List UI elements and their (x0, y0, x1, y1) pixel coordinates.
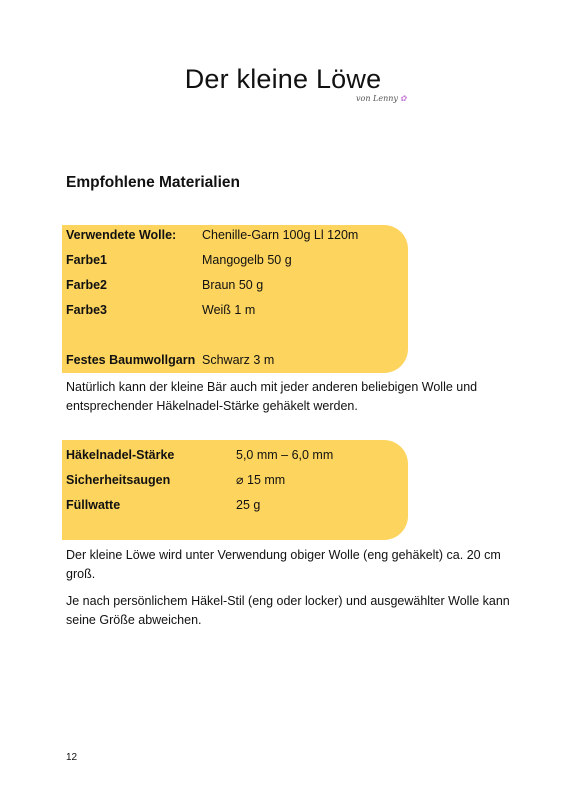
tool-label: Füllwatte (66, 498, 121, 512)
material-label: Festes Baumwollgarn (66, 353, 196, 367)
material-label: Farbe1 (66, 253, 107, 267)
paragraph-size: Der kleine Löwe wird unter Verwendung obiger Wolle (eng gehäkelt) ca. 20 cm groß. (66, 548, 501, 581)
material-value: Mangogelb 50 g (202, 253, 292, 267)
material-label: Verwendete Wolle: (66, 228, 177, 242)
author-byline (356, 94, 407, 103)
page-title: Der kleine Löwe (184, 64, 382, 94)
section-heading: Empfohlene Materialien (66, 174, 240, 191)
tool-value: 25 g (236, 498, 261, 512)
flower-icon: ✿ (399, 94, 407, 103)
tool-label: Häkelnadel-Stärke (66, 448, 175, 462)
tool-value: ⌀ 15 mm (236, 473, 286, 487)
material-value: Schwarz 3 m (202, 353, 275, 367)
material-value: Chenille-Garn 100g Ll 120m (202, 228, 359, 242)
material-label: Farbe3 (66, 303, 107, 317)
material-label: Farbe2 (66, 278, 107, 292)
material-value: Braun 50 g (202, 278, 264, 292)
paragraph-note-yarn: Natürlich kann der kleine Bär auch mit jeder anderen beliebigen Wolle und entsprechender Häkelnadel-Stärke gehäkelt werden. (66, 380, 478, 413)
byline-text: von Lenny (356, 94, 398, 103)
page-number: 12 (66, 752, 78, 763)
material-value: Weiß 1 m (202, 303, 256, 317)
paragraph-size-variation: Je nach persönlichem Häkel-Stil (eng oder locker) und ausgewählter Wolle kann seine Größe abweichen. (66, 594, 510, 627)
materials-highlight-box (62, 225, 408, 373)
tool-value: 5,0 mm – 6,0 mm (236, 448, 334, 462)
tool-label: Sicherheitsaugen (66, 473, 171, 487)
